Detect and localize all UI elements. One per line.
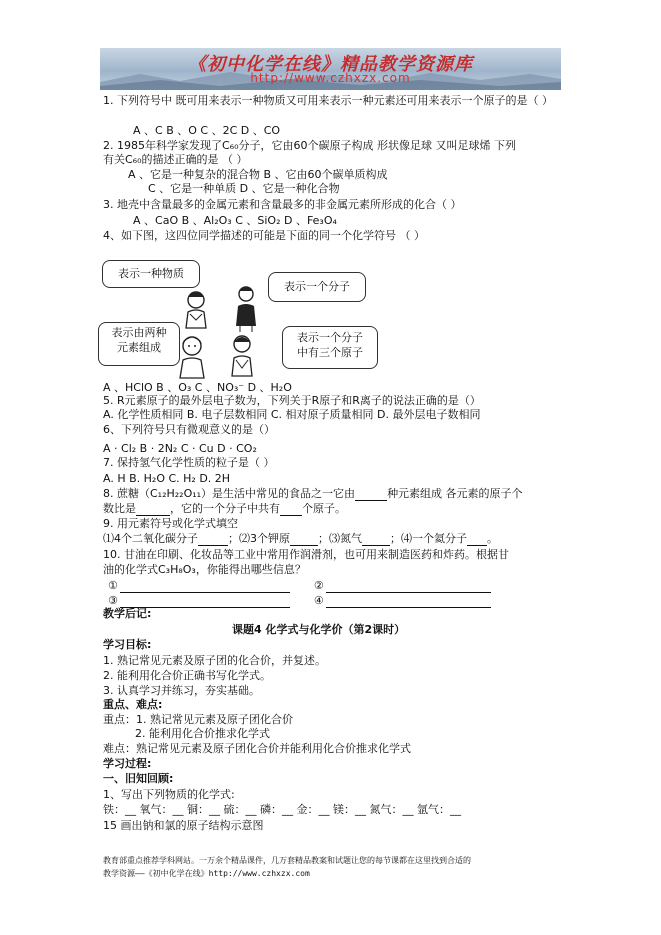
- q9-blank-1[interactable]: [198, 531, 228, 546]
- student-3-figure: [180, 337, 204, 378]
- objective-1: 1. 熟记常见元素及原子团的化合价，并复述。: [103, 654, 326, 667]
- key-point-2: 2. 能利用化合价推求化学式: [135, 727, 270, 740]
- header-banner: [100, 48, 561, 90]
- q10-text: 10. 甘油在印刷、化妆品等工业中常用作润滑剂，也可用来制造医药和炸药。根据甘: [103, 548, 509, 561]
- teaching-notes-heading: 教学后记:: [103, 607, 152, 620]
- q9-text: 9. 用元素符号或化学式填空: [103, 517, 238, 530]
- q10-text-cont: 油的化学式C₃H₈O₃，你能得出哪些信息？: [103, 563, 306, 576]
- q10-blank-2[interactable]: [326, 578, 491, 593]
- q8-text-c: 数比是: [103, 502, 136, 515]
- q10-blank-1[interactable]: [120, 578, 290, 593]
- formula-blanks-row: 铁：__ 氧气：__ 铜：__ 硫：__ 磷：__ 金：__ 镁：__ 氮气：__ 氩气：__: [103, 803, 461, 816]
- q5-options: A. 化学性质相同 B. 电子层数相同 C. 相对原子质量相同 D. 最外层电子数相同: [103, 408, 481, 421]
- q9-blanks: [103, 531, 498, 546]
- q2-options-ab: A 、它是一种复杂的混合物 B 、它由60个碳单质构成: [128, 168, 388, 181]
- q8-text-a: 8. 蔗糖（C₁₂H₂₂O₁₁）是生活中常见的食品之一它由: [103, 487, 356, 500]
- q6-text: 6、下列符号只有微观意义的是（）: [103, 423, 275, 436]
- objectives-heading: 学习目标:: [103, 638, 152, 651]
- review-task-1: 1、写出下列物质的化学式:: [103, 788, 235, 801]
- bubble-3-line2: 元素组成: [117, 341, 161, 354]
- q10-blank-3[interactable]: [120, 593, 290, 608]
- footer-line-1: 教育部重点推荐学科网站。一万余个精品课件，几万套精品教案和试题让您的每节课都在这里找到合适的: [103, 856, 471, 865]
- q9-blank-3[interactable]: [362, 531, 390, 546]
- answer-marker-3: ③: [108, 594, 118, 607]
- q9-item-3: ；⑶氮气: [318, 532, 362, 545]
- header-url[interactable]: http://www.czhxzx.com: [250, 71, 411, 85]
- key-point-1: 重点：1. 熟记常见元素及原子团化合价: [103, 713, 293, 726]
- q8-line1: [103, 486, 523, 501]
- q7-options: A. H B. H₂O C. H₂ D. 2H: [103, 472, 231, 485]
- bubble-3-line1: 表示由两种: [111, 326, 167, 339]
- q5-text: 5. R元素原子的最外层电子数为，下列关于R原子和R离子的说法正确的是（）: [103, 394, 481, 407]
- bubble-2-text: 表示一个分子: [284, 280, 350, 293]
- q9-item-1: ⑴4个二氧化碳分子: [103, 532, 198, 545]
- q9-blank-4[interactable]: [467, 531, 487, 546]
- q1-text: 1. 下列符号中 既可用来表示一种物质又可用来表示一种元素还可用来表示一个原子的是（ ）: [103, 94, 553, 107]
- student-1-figure: [186, 292, 206, 328]
- q8-text-b: 种元素组成 各元素的原子个: [387, 487, 523, 500]
- q8-blank-1[interactable]: [355, 486, 387, 501]
- review-heading: 一、旧知回顾:: [103, 772, 174, 785]
- q8-line2: [103, 501, 346, 516]
- q2-text: 2. 1985年科学家发现了C₆₀分子，它由60个碳原子构成 形状像足球 又叫足球烯 下列: [103, 139, 516, 152]
- students-illustration: [170, 280, 290, 380]
- answer-marker-2: ②: [313, 579, 324, 592]
- answer-marker-4: ④: [313, 594, 324, 607]
- lesson-title: 课题4 化学式与化学价（第2课时）: [232, 623, 406, 636]
- q2-text-cont: 有关C₆₀的描述正确的是 （ ）: [103, 153, 248, 166]
- q9-item-4: ；⑷一个氦分子: [390, 532, 467, 545]
- q1-options: A 、C B 、O C 、2C D 、CO: [133, 124, 281, 137]
- q8-text-e: 个原子。: [302, 502, 346, 515]
- bubble-4-line1: 表示一个分子: [297, 331, 363, 344]
- objective-3: 3. 认真学习并练习，夯实基础。: [103, 684, 260, 697]
- speech-bubble-4: [282, 326, 378, 369]
- q7-text: 7. 保持氢气化学性质的粒子是（ ）: [103, 456, 275, 469]
- q9-end: 。: [487, 532, 498, 545]
- header-title: 《初中化学在线》精品教学资源库: [188, 54, 473, 75]
- speech-bubble-3: [98, 322, 180, 366]
- q9-blank-2[interactable]: [290, 531, 318, 546]
- q2-options-cd: C 、它是一种单质 D 、它是一种化合物: [148, 182, 340, 195]
- student-2-figure: [236, 287, 256, 332]
- bubble-4-line2: 中有三个原子: [297, 346, 363, 359]
- q8-text-d: ，它的一个分子中共有: [170, 502, 280, 515]
- q8-blank-2[interactable]: [136, 501, 170, 516]
- bubble-1-text: 表示一种物质: [118, 267, 184, 280]
- process-heading: 学习过程:: [103, 757, 152, 770]
- objective-2: 2. 能利用化合价正确书写化学式。: [103, 669, 271, 682]
- q8-blank-3[interactable]: [280, 501, 302, 516]
- q10-blank-4[interactable]: [326, 593, 491, 608]
- footer-line-2: 教学资源——《初中化学在线》http://www.czhxzx.com: [103, 869, 310, 878]
- q3-options: A 、CaO B 、Al₂O₃ C 、SiO₂ D 、Fe₃O₄: [133, 214, 337, 227]
- key-points-heading: 重点、难点:: [103, 698, 163, 711]
- q10-answer-row-1: [108, 578, 491, 593]
- q4-text: 4、如下图，这四位同学描述的可能是下面的同一个化学符号 （ ）: [103, 229, 425, 242]
- student-4-figure: [232, 336, 252, 376]
- review-task-15: 15 画出钠和氯的原子结构示意图: [103, 819, 264, 832]
- q10-answer-row-2: [108, 593, 491, 608]
- answer-marker-1: ①: [108, 579, 118, 592]
- q4-options: A 、HClO B 、O₃ C 、NO₃⁻ D 、H₂O: [103, 381, 292, 394]
- q3-text: 3. 地壳中含量最多的金属元素和含量最多的非金属元素所形成的化合（ ）: [103, 198, 462, 211]
- q6-options: A · Cl₂ B · 2N₂ C · Cu D · CO₂: [103, 442, 257, 455]
- q9-item-2: ；⑵3个钾原: [228, 532, 290, 545]
- difficulty-text: 难点：熟记常见元素及原子团化合价并能利用化合价推求化学式: [103, 742, 411, 755]
